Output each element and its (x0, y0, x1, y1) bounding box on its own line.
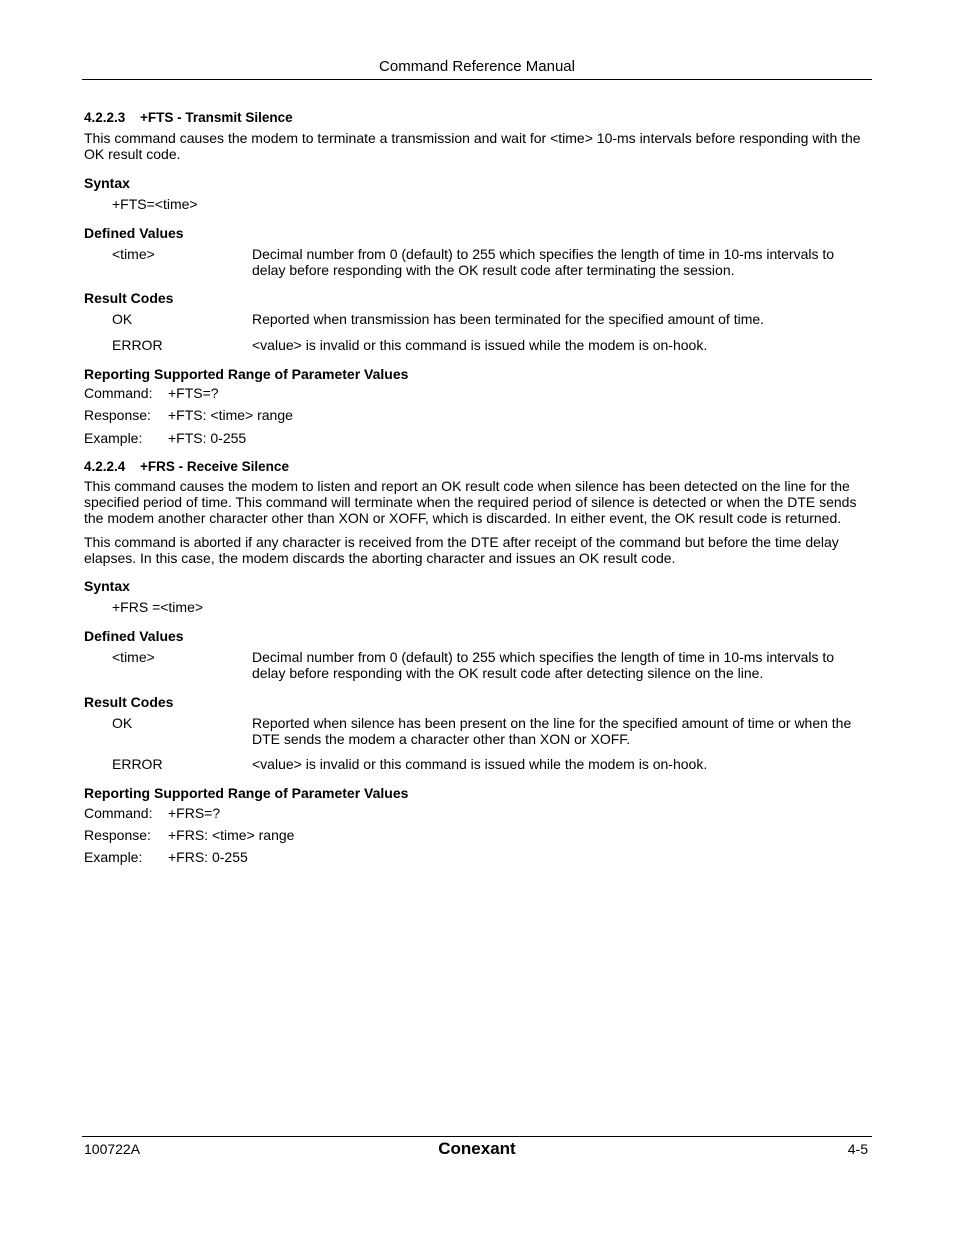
defined-values-heading: Defined Values (84, 628, 184, 644)
section-number: 4.2.2.3 (84, 110, 126, 125)
footer-company: Conexant (438, 1139, 516, 1158)
result-code: OK (112, 715, 133, 731)
result-code: ERROR (112, 756, 163, 772)
range-label: Example: (84, 849, 143, 865)
result-code-description: <value> is invalid or this command is issued while the modem is on-hook. (252, 337, 708, 353)
range-value: +FRS: <time> range (168, 827, 295, 843)
footer-rule (82, 1136, 872, 1137)
result-code: ERROR (112, 337, 163, 353)
range-label: Response: (84, 407, 151, 423)
range-label: Example: (84, 430, 143, 446)
range-label: Command: (84, 385, 153, 401)
range-value: +FTS: <time> range (168, 407, 293, 423)
section-description: This command causes the modem to terminate a transmission and wait for <time> 10-ms intervals before responding with the OK result code. (84, 130, 861, 162)
defined-value-name: <time> (112, 649, 155, 665)
footer-doc-number: 100722A (84, 1141, 141, 1157)
range-label: Response: (84, 827, 151, 843)
syntax-heading: Syntax (84, 578, 130, 594)
range-value: +FRS=? (168, 805, 221, 821)
result-codes-heading: Result Codes (84, 290, 174, 306)
result-code-description: Reported when transmission has been terminated for the specified amount of time. (252, 311, 765, 327)
result-code-description: <value> is invalid or this command is issued while the modem is on-hook. (252, 756, 708, 772)
range-heading: Reporting Supported Range of Parameter Values (84, 785, 409, 801)
section-description: This command causes the modem to listen and report an OK result code when silence has been detected on the line for the specified period of time. This command will terminate when the required period of silence is detected or when the DTE sends the modem another character other than XON or XOFF, which is discarded. In either event, the OK result code is returned. (84, 478, 857, 526)
defined-value-description: Decimal number from 0 (default) to 255 which specifies the length of time in 10-ms intervals to delay before responding with the OK result code after detecting silence on the line. (252, 649, 835, 681)
section-title: +FTS - Transmit Silence (140, 110, 293, 125)
footer-page-number: 4-5 (847, 1141, 868, 1157)
range-value: +FRS: 0-255 (168, 849, 248, 865)
range-value: +FTS=? (168, 385, 219, 401)
header-rule (82, 79, 872, 80)
range-label: Command: (84, 805, 153, 821)
result-codes-heading: Result Codes (84, 694, 174, 710)
defined-values-heading: Defined Values (84, 225, 184, 241)
section-title: +FRS - Receive Silence (140, 459, 289, 474)
section-heading-fts (84, 110, 293, 125)
section-number: 4.2.2.4 (84, 459, 126, 474)
result-code-description: Reported when silence has been present on the line for the specified amount of time or when the DTE sends the modem a character other than XON or XOFF. (252, 715, 852, 747)
syntax-value: +FTS=<time> (112, 196, 198, 212)
range-heading: Reporting Supported Range of Parameter Values (84, 366, 409, 382)
section-heading-frs (84, 459, 289, 474)
syntax-heading: Syntax (84, 175, 130, 191)
defined-value-name: <time> (112, 246, 155, 262)
range-value: +FTS: 0-255 (168, 430, 247, 446)
running-header: Command Reference Manual (379, 58, 575, 75)
result-code: OK (112, 311, 133, 327)
syntax-value: +FRS =<time> (112, 599, 204, 615)
defined-value-description: Decimal number from 0 (default) to 255 which specifies the length of time in 10-ms intervals to delay before responding with the OK result code after terminating the session. (252, 246, 835, 278)
section-description: This command is aborted if any character is received from the DTE after receipt of the command but before the time delay elapses. In this case, the modem discards the aborting character and issues an OK result code. (84, 534, 839, 566)
